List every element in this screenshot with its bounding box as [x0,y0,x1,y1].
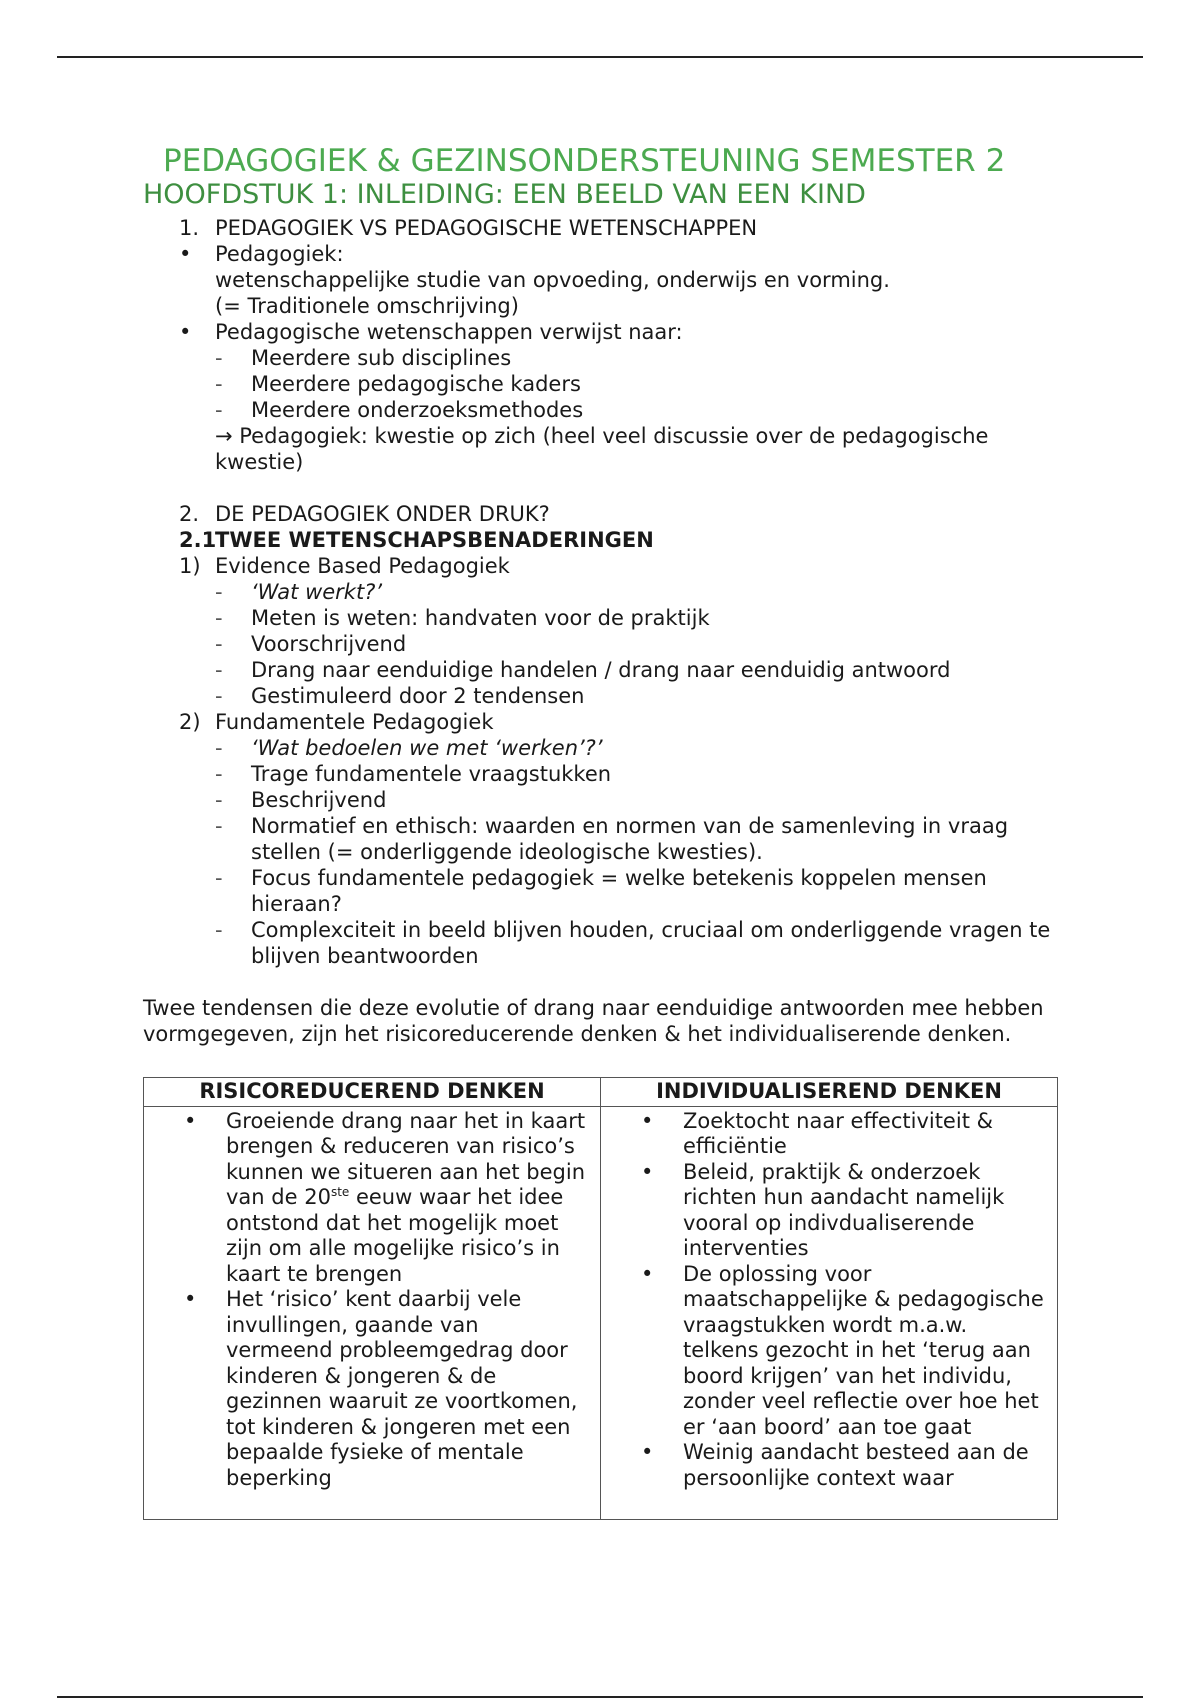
dash-icon: - [215,372,223,396]
dash-icon: - [215,580,223,604]
bullet-icon: • [641,1261,654,1286]
dash-icon: - [215,814,223,838]
table-header-risk: RISICOREDUCEREND DENKEN [144,1078,601,1107]
sub-list-item: - Meten is weten: handvaten voor de praktijk [215,606,710,630]
table-list-item: • Zoektocht naar effectiviteit & efficiëntie [641,1108,993,1158]
bullet-icon: • [184,1287,197,1311]
sub-list-item: - Normatief en ethisch: waarden en normen van de samenleving in vraag stellen (= onderliggende ideologische kwesties). [215,814,1009,864]
bullet-icon: • [641,1440,654,1464]
term-label: Pedagogiek: [215,242,344,266]
sub-list-item: - ‘Wat bedoelen we met ‘werken’?’ [215,736,603,760]
item-number: 1) [179,554,201,578]
bullet-icon: • [179,320,192,344]
arrow-note: → Pedagogiek: kwestie op zich (heel veel discussie over de pedagogische kwestie) [215,424,989,474]
sub-list-item: - Complexciteit in beeld blijven houden, cruciaal om onderliggende vragen te blijven beantwoorden [215,918,1051,968]
section-2-heading [179,501,1063,527]
numbered-item [179,553,1063,579]
table-cell-risk [144,1106,601,1519]
comparison-table [143,1077,1058,1520]
subsection-heading [179,527,1063,553]
section-title: PEDAGOGIEK VS PEDAGOGISCHE WETENSCHAPPEN [215,216,758,240]
definition-text: wetenschappelijke studie van opvoeding, onderwijs en vorming. [215,268,890,292]
chapter-title: HOOFDSTUK 1: INLEIDING: EEN BEELD VAN EEN KIND [143,179,866,210]
numbered-item [179,709,1063,735]
sub-list-item: - Trage fundamentele vraagstukken [215,762,612,786]
subsection-title: TWEE WETENSCHAPSBENADERINGEN [215,528,654,552]
table-list-item: • Weinig aandacht besteed aan de persoonlijke context waar [641,1440,1029,1490]
sub-list-item: - Drang naar eenduidige handelen / drang naar eenduidig antwoord [215,658,951,682]
dash-icon: - [215,684,223,708]
table-list-item: • De oplossing voor maatschappelijke & pedagogische vraagstukken wordt m.a.w. telkens gezocht in het ‘terug aan boord krijgen’ van het individu, zonder veel reflectie over hoe het er ‘aan boord’ aan toe gaat [641,1261,1044,1439]
table-header-individual: INDIVIDUALISEREND DENKEN [601,1078,1058,1107]
table-cell-individual [601,1106,1058,1519]
bullet-icon: • [641,1159,654,1184]
table-list-item: • Het ‘risico’ kent daarbij vele invullingen, gaande van vermeend probleemgedrag door kinderen & jongeren & de gezinnen waaruit ze voortkomen, tot kinderen & jongeren met een bepaalde fysieke of mentale beperking [184,1287,578,1490]
item-label: Evidence Based Pedagogiek [215,554,510,578]
bullet-icon: • [184,1108,197,1133]
section-1-heading [179,215,1063,241]
sub-list-item: - Meerdere pedagogische kaders [215,372,581,396]
section-number: 1. [179,216,200,240]
dash-icon: - [215,398,223,422]
dash-icon: - [215,866,223,890]
dash-icon: - [215,788,223,812]
sub-list-item: - Beschrijvend [215,788,387,812]
bullet-icon: • [179,242,192,266]
sub-list-item: - Focus fundamentele pedagogiek = welke betekenis koppelen mensen hieraan? [215,866,987,916]
list-item [179,241,1063,319]
section-title: DE PEDAGOGIEK ONDER DRUK? [215,502,550,526]
bullet-icon: • [641,1108,654,1133]
dash-icon: - [215,606,223,630]
list-item [179,319,1063,345]
definition-note: (= Traditionele omschrijving) [215,294,519,318]
dash-icon: - [215,762,223,786]
sub-list-item: - Gestimuleerd door 2 tendensen [215,684,585,708]
dash-icon: - [215,736,223,760]
sub-list-item: - Meerdere sub disciplines [215,346,512,370]
sub-list-item: - Meerdere onderzoeksmethodes [215,398,584,422]
header-rule [57,56,1143,58]
sub-list-item: - ‘Wat werkt?’ [215,580,383,604]
document-body [143,143,1063,1520]
sub-list-item: - Voorschrijvend [215,632,407,656]
footer-rule [57,1696,1143,1698]
item-label: Fundamentele Pedagogiek [215,710,494,734]
dash-icon: - [215,632,223,656]
term-label: Pedagogische wetenschappen verwijst naar: [215,320,683,344]
dash-icon: - [215,918,223,942]
table-list-item: • Beleid, praktijk & onderzoek richten hun aandacht namelijk vooral op indivdualiserende interventies [641,1159,1005,1260]
intro-paragraph: Twee tendensen die deze evolutie of drang naar eenduidige antwoorden mee hebben vormgegeven, zijn het risicoreducerende denken & het individualiserende denken. [143,996,1044,1046]
dash-icon: - [215,658,223,682]
item-number: 2) [179,710,201,734]
section-number: 2. [179,502,200,526]
document-title: PEDAGOGIEK & GEZINSONDERSTEUNING SEMESTER 2 [163,143,1006,179]
table-list-item: • Groeiende drang naar het in kaart brengen & reduceren van risico’s kunnen we situeren aan het begin van de 20ste eeuw waar het idee ontstond dat het mogelijk moet zijn om alle mogelijke risico’s in kaart te brengen [184,1108,586,1286]
subsection-number: 2.1 [179,528,217,552]
dash-icon: - [215,346,223,370]
